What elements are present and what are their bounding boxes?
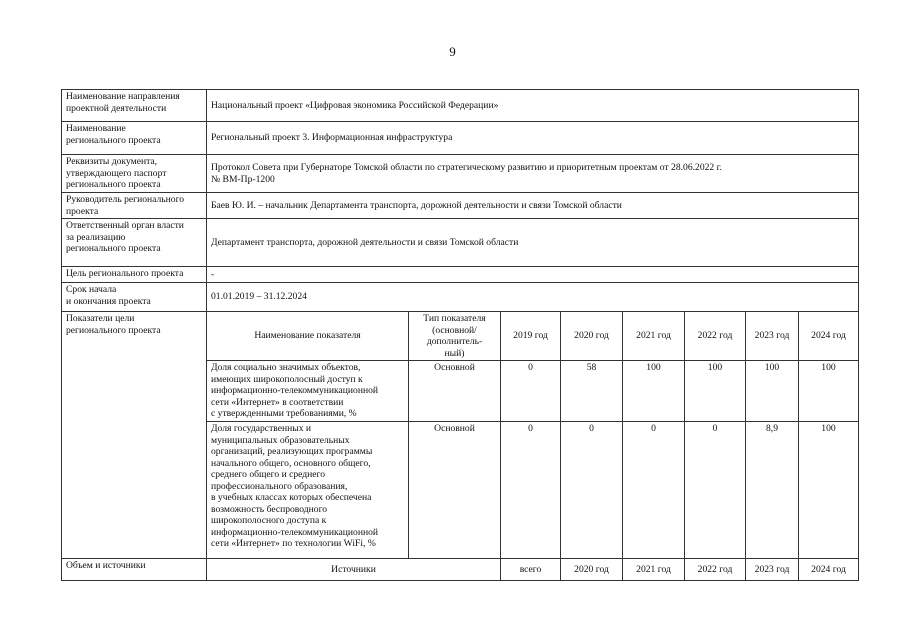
funding-2021-header: 2021 год bbox=[623, 559, 685, 581]
year-2021-header: 2021 год bbox=[623, 312, 685, 361]
funding-2023-header: 2023 год bbox=[746, 559, 799, 581]
row-period bbox=[62, 283, 859, 312]
period-label: Срок начала и окончания проекта bbox=[62, 283, 207, 312]
indicator-value-2021: 100 bbox=[623, 361, 685, 422]
indicator-value-2024: 100 bbox=[799, 361, 859, 422]
indicator-name-header: Наименование показателя bbox=[207, 312, 409, 361]
document-value-line1: Протокол Совета при Губернаторе Томской области по стратегическому развитию и приоритетным проектам от 28.06.2022 г. bbox=[211, 162, 722, 173]
year-2023-header: 2023 год bbox=[746, 312, 799, 361]
row-direction bbox=[62, 90, 859, 122]
row-goal bbox=[62, 267, 859, 283]
document-label: Реквизиты документа, утверждающего паспорт регионального проекта bbox=[62, 155, 207, 193]
indicator-value-2023: 100 bbox=[746, 361, 799, 422]
goal-label: Цель регионального проекта bbox=[62, 267, 207, 283]
row-head bbox=[62, 193, 859, 219]
head-value: Баев Ю. И. – начальник Департамента транспорта, дорожной деятельности и связи Томской области bbox=[207, 193, 859, 219]
year-2024-header: 2024 год bbox=[799, 312, 859, 361]
indicators-header-row bbox=[62, 312, 859, 361]
funding-label: Объем и источники bbox=[62, 559, 207, 581]
funding-header-row bbox=[62, 559, 859, 581]
page-number: 9 bbox=[449, 44, 456, 59]
funding-total-header: всего bbox=[501, 559, 561, 581]
year-2022-header: 2022 год bbox=[685, 312, 746, 361]
authority-value: Департамент транспорта, дорожной деятельности и связи Томской области bbox=[207, 219, 859, 267]
funding-2022-header: 2022 год bbox=[685, 559, 746, 581]
row-regional-project bbox=[62, 122, 859, 155]
document-value bbox=[207, 155, 859, 193]
authority-label: Ответственный орган власти за реализацию регионального проекта bbox=[62, 219, 207, 267]
goal-value: - bbox=[207, 267, 859, 283]
direction-value: Национальный проект «Цифровая экономика Российской Федерации» bbox=[207, 90, 859, 122]
regional-project-label: Наименование регионального проекта bbox=[62, 122, 207, 155]
indicator-value-2022: 100 bbox=[685, 361, 746, 422]
funding-sources-header: Источники bbox=[207, 559, 501, 581]
row-document bbox=[62, 155, 859, 193]
document-value-line2: № ВМ-Пр-1200 bbox=[211, 173, 275, 185]
indicator-name: Доля социально значимых объектов, имеющих широкополосный доступ к информационно-телекоммуникационной сети «Интернет» в соответствии с утвержденными требованиями, % bbox=[207, 361, 409, 422]
indicator-value-2023: 8,9 bbox=[746, 422, 799, 559]
indicator-value-2020: 0 bbox=[561, 422, 623, 559]
period-value: 01.01.2019 – 31.12.2024 bbox=[207, 283, 859, 312]
indicator-value-2024: 100 bbox=[799, 422, 859, 559]
funding-2024-header: 2024 год bbox=[799, 559, 859, 581]
year-2019-header: 2019 год bbox=[501, 312, 561, 361]
indicator-name: Доля государственных и муниципальных образовательных организаций, реализующих программы начального общего, основного общего, среднего общего и среднего профессионального образования, в учебных классах которых обеспечена возможность беспроводного широкополосного доступа к информационно-телекоммуникационной сети «Интернет» по технологии WiFi, % bbox=[207, 422, 409, 559]
indicator-value-2022: 0 bbox=[685, 422, 746, 559]
regional-project-value: Региональный проект 3. Информационная инфраструктура bbox=[207, 122, 859, 155]
direction-label: Наименование направления проектной деятельности bbox=[62, 90, 207, 122]
indicator-type-header: Тип показателя (основной/ дополнитель- ный) bbox=[409, 312, 501, 361]
year-2020-header: 2020 год bbox=[561, 312, 623, 361]
head-label: Руководитель регионального проекта bbox=[62, 193, 207, 219]
indicator-value-2021: 0 bbox=[623, 422, 685, 559]
funding-2020-header: 2020 год bbox=[561, 559, 623, 581]
indicator-value-2019: 0 bbox=[501, 361, 561, 422]
indicator-type: Основной bbox=[409, 422, 501, 559]
project-passport-table bbox=[61, 89, 859, 581]
indicators-label: Показатели цели регионального проекта bbox=[62, 312, 207, 559]
row-authority bbox=[62, 219, 859, 267]
indicator-value-2019: 0 bbox=[501, 422, 561, 559]
indicator-value-2020: 58 bbox=[561, 361, 623, 422]
indicator-type: Основной bbox=[409, 361, 501, 422]
